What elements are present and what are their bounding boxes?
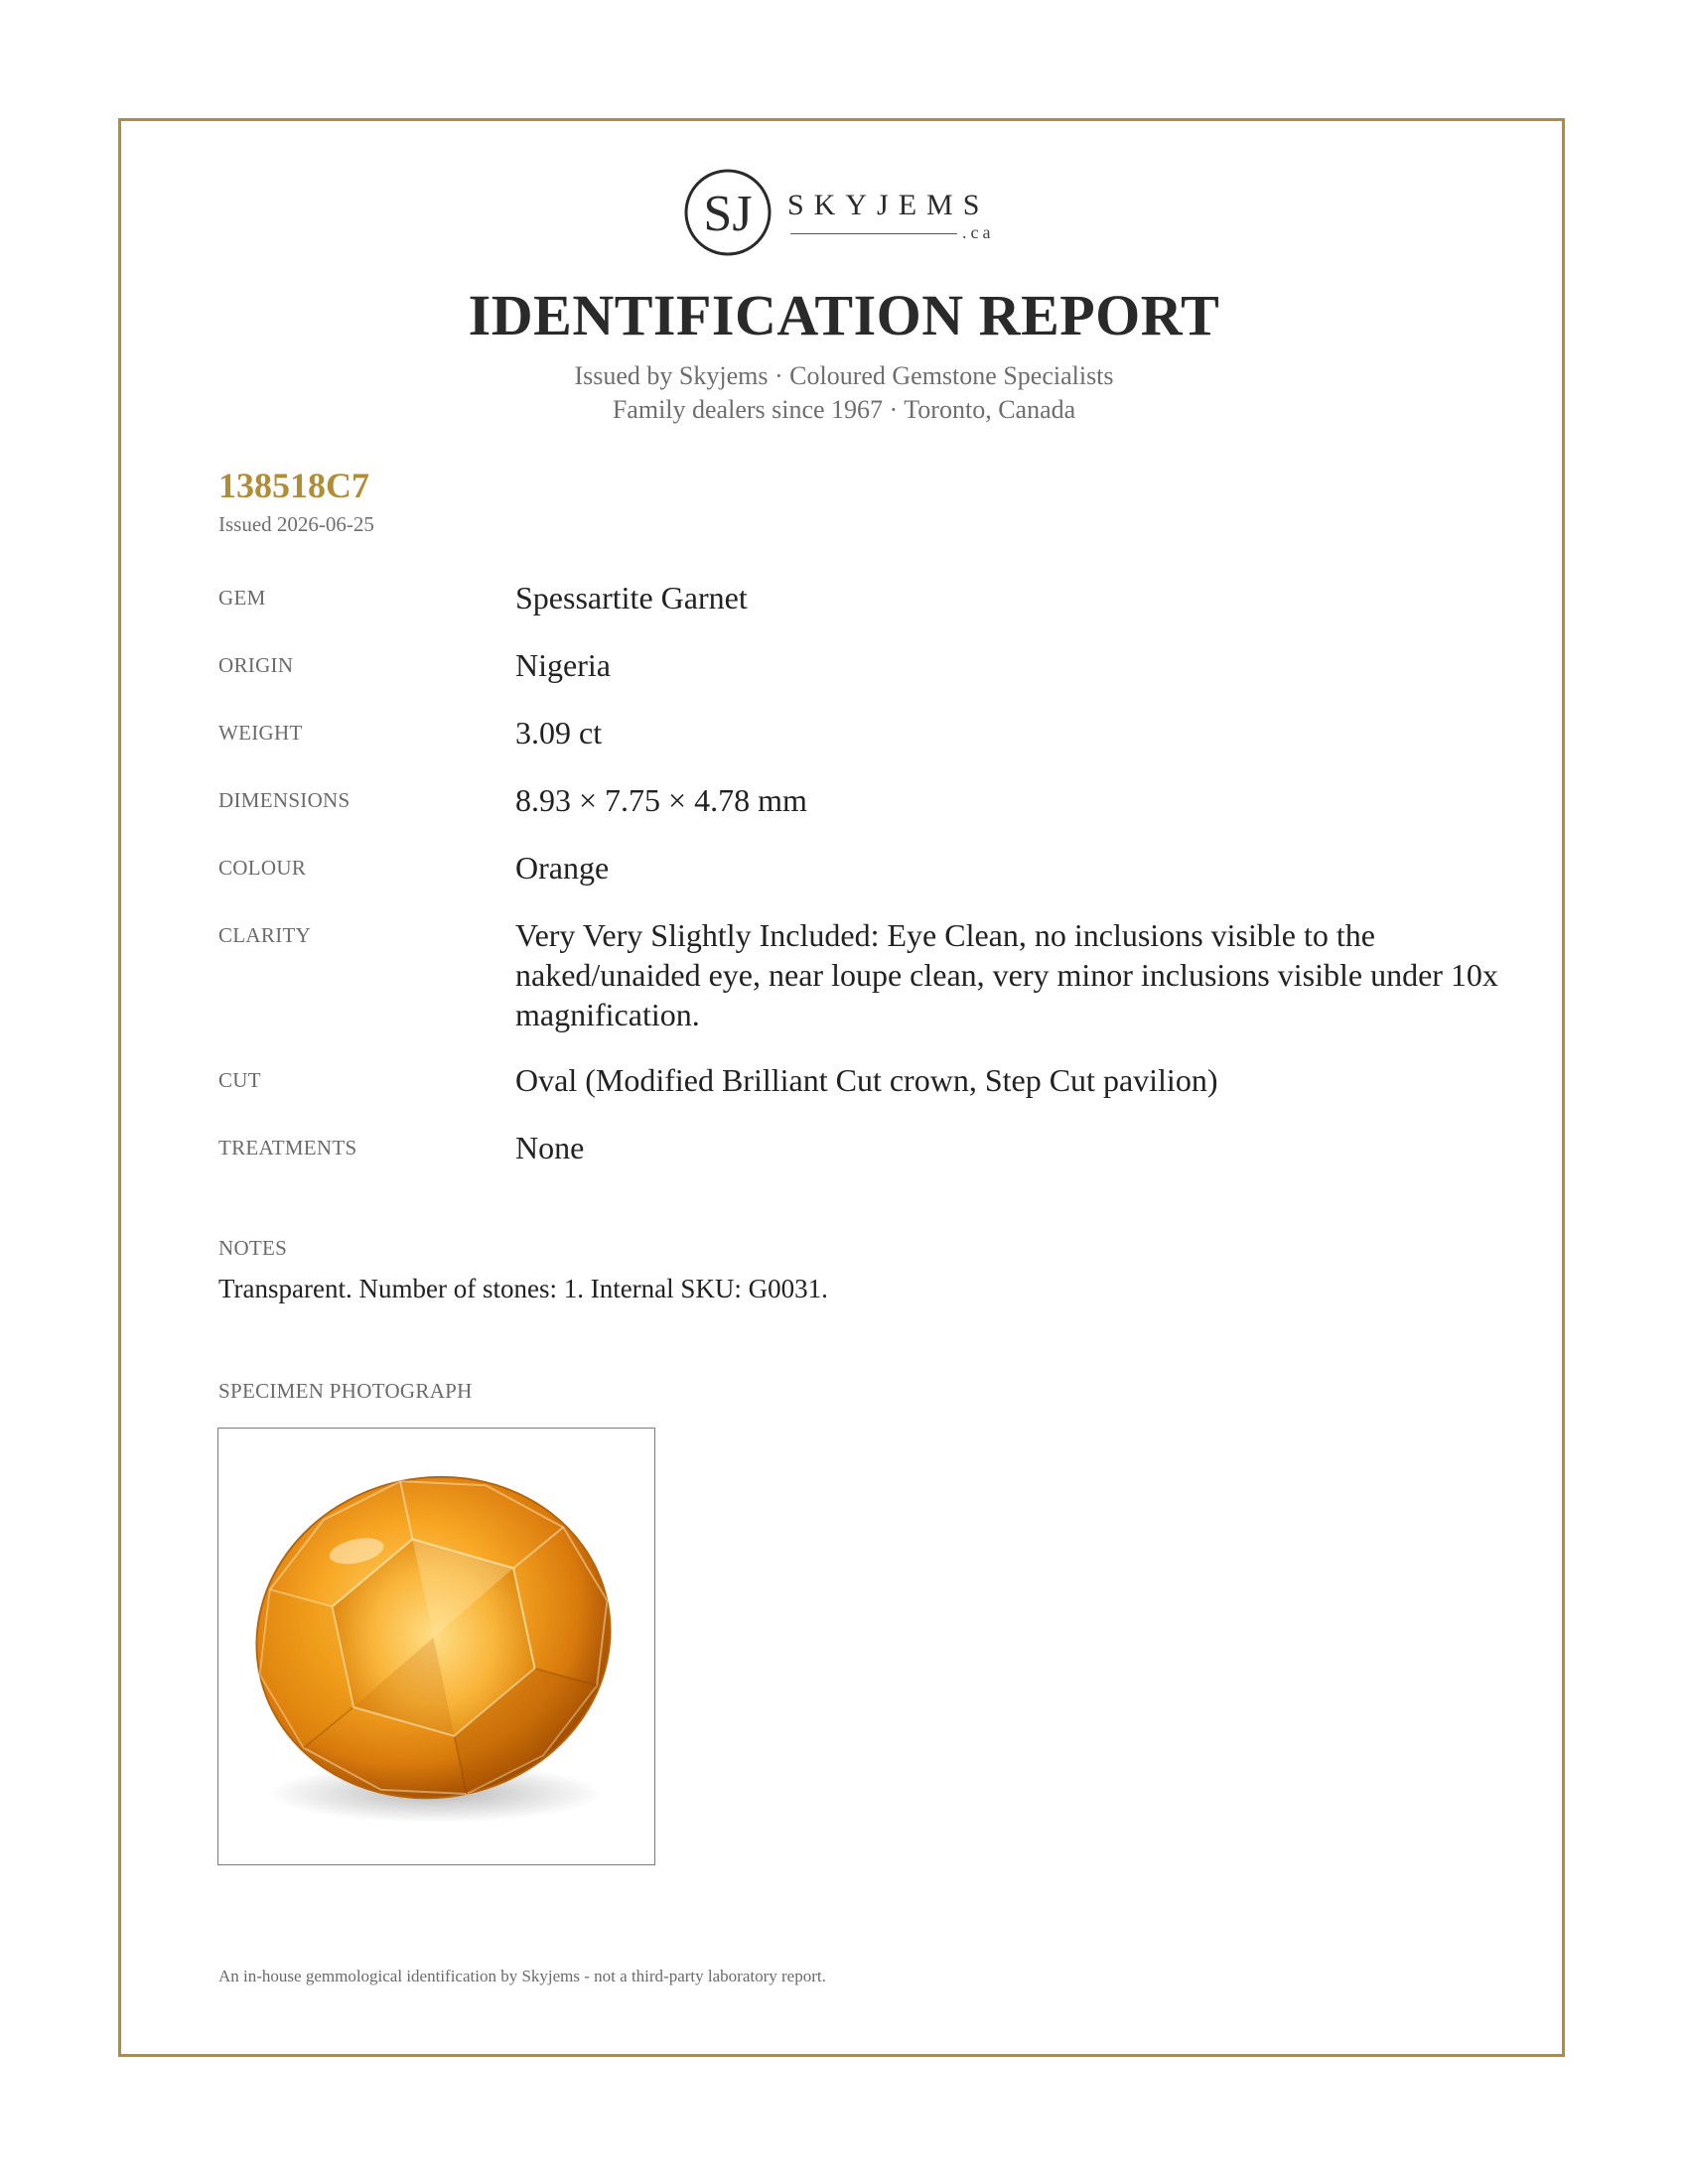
field-label: CLARITY <box>218 923 312 947</box>
gemstone-image <box>218 1429 653 1863</box>
report-number: 138518C7 <box>218 466 369 505</box>
field-value: None <box>515 1130 585 1165</box>
field-label: WEIGHT <box>218 721 303 745</box>
brand-suffix: .ca <box>962 222 995 242</box>
field-label: COLOUR <box>218 856 307 880</box>
notes-text: Transparent. Number of stones: 1. Internal SKU: G0031. <box>218 1274 828 1303</box>
report-title: IDENTIFICATION REPORT <box>468 283 1220 347</box>
subtitle-issuer: Issued by Skyjems · Coloured Gemstone Specialists <box>574 361 1114 390</box>
field-value: 8.93 × 7.75 × 4.78 mm <box>515 782 807 818</box>
issue-date: Issued 2026-06-25 <box>218 512 374 536</box>
field-label: ORIGIN <box>218 653 294 677</box>
svg-text:SJ: SJ <box>703 186 753 242</box>
monogram-logo-icon <box>683 165 773 260</box>
field-value: 3.09 ct <box>515 715 603 751</box>
brand-logo <box>683 165 1011 264</box>
field-value: Spessartite Garnet <box>515 580 748 615</box>
field-value: Very Very Slightly Included: Eye Clean, no inclusions visible to the naked/unaided eye, near loupe clean, very minor inclusions visible under 10x magnification. <box>515 917 1498 1032</box>
brand-rule <box>790 233 957 234</box>
specimen-photo <box>217 1428 655 1865</box>
brand-wordmark: SKYJEMS <box>787 189 990 221</box>
photo-label: SPECIMEN PHOTOGRAPH <box>218 1379 473 1403</box>
notes-label: NOTES <box>218 1236 288 1260</box>
field-label: GEM <box>218 586 266 610</box>
field-value: Nigeria <box>515 647 611 683</box>
subtitle-location: Family dealers since 1967 · Toronto, Canada <box>612 395 1076 424</box>
footer-disclaimer: An in-house gemmological identification by Skyjems - not a third-party laboratory report. <box>218 1967 826 1985</box>
field-label: CUT <box>218 1068 261 1092</box>
field-value: Orange <box>515 850 610 886</box>
field-label: TREATMENTS <box>218 1136 357 1160</box>
field-label: DIMENSIONS <box>218 788 351 812</box>
field-value: Oval (Modified Brilliant Cut crown, Step Cut pavilion) <box>515 1062 1218 1098</box>
